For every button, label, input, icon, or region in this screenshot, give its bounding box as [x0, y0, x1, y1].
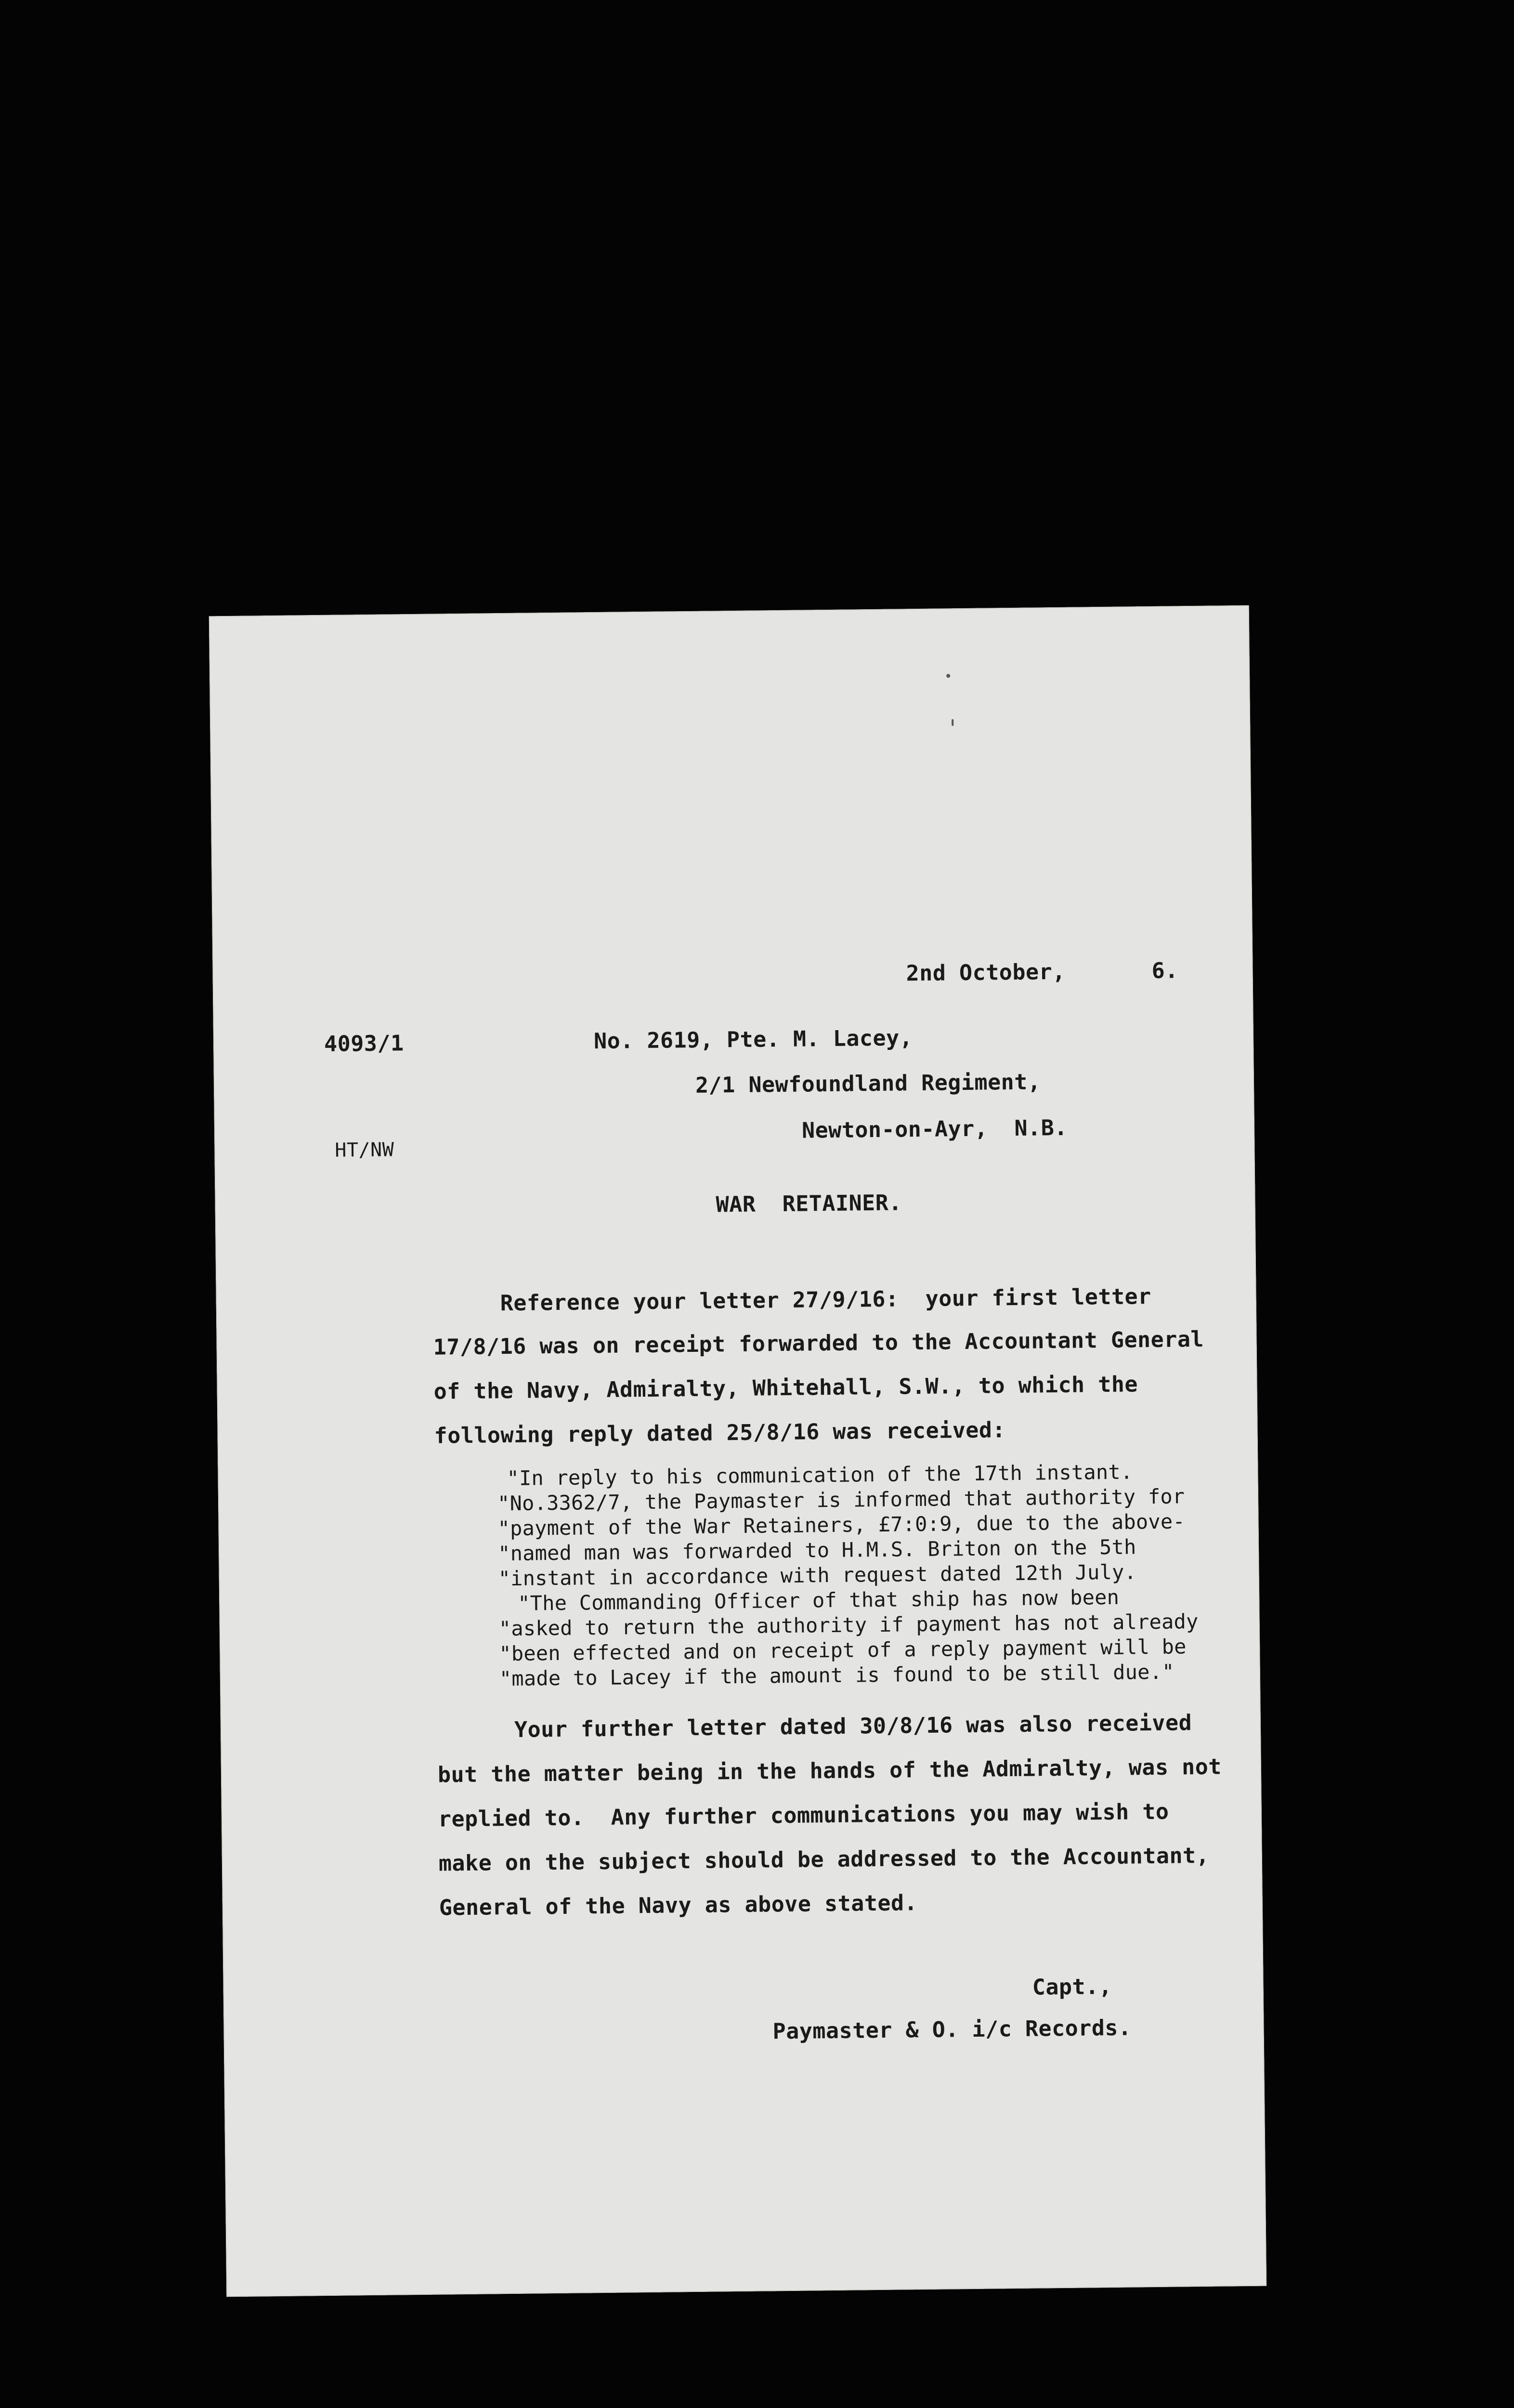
body-p1-line-2: 17/8/16 was on receipt forwarded to the Accountant General — [433, 1326, 1204, 1360]
addressee-line-1: No. 2619, Pte. M. Lacey, — [593, 1025, 913, 1054]
body-p1-line-1: Reference your letter 27/9/16: your first letter — [500, 1283, 1151, 1316]
body-p1-line-3: of the Navy, Admiralty, Whitehall, S.W., to which the — [433, 1371, 1138, 1404]
signature-rank: Capt., — [1032, 1973, 1112, 2000]
paper-speck — [952, 719, 953, 726]
addressee-line-3: Newton-on-Ayr, N.B. — [801, 1114, 1068, 1143]
letter-date: 2nd October, — [906, 958, 1066, 986]
quote-line-2: "No.3362/7, the Paymaster is informed that authority for — [497, 1484, 1185, 1516]
body-p2-line-2: but the matter being in the hands of the Admiralty, was not — [437, 1754, 1222, 1788]
addressee-line-2: 2/1 Newfoundland Regiment, — [695, 1069, 1041, 1098]
quote-line-6: "The Commanding Officer of that ship has now been — [518, 1585, 1120, 1615]
quote-line-3: "payment of the War Retainers, £7:0:9, due to the above- — [497, 1509, 1186, 1541]
file-reference: 4093/1 — [324, 1030, 404, 1057]
typist-initials: HT/NW — [335, 1139, 394, 1162]
quote-line-9: "made to Lacey if the amount is found to be still due." — [499, 1660, 1175, 1691]
body-p1-line-4: following reply dated 25/8/16 was received: — [434, 1417, 1006, 1449]
quote-line-7: "asked to return the authority if payment has not already — [498, 1610, 1199, 1641]
body-p2-line-4: make on the subject should be addressed to the Accountant, — [438, 1842, 1210, 1876]
signature-title: Paymaster & O. i/c Records. — [772, 2015, 1132, 2044]
letter-year: 6. — [1151, 957, 1179, 983]
quote-line-5: "instant in accordance with request dated 12th July. — [498, 1560, 1137, 1591]
quote-line-8: "been effected and on receipt of a reply payment will be — [499, 1635, 1187, 1666]
letter-page — [209, 605, 1266, 2297]
body-p2-line-1: Your further letter dated 30/8/16 was also received — [514, 1710, 1192, 1742]
letter-subject: WAR RETAINER. — [716, 1190, 902, 1217]
paper-speck — [946, 674, 950, 678]
body-p2-line-5: General of the Navy as above stated. — [439, 1890, 918, 1921]
body-p2-line-3: replied to. Any further communications you may wish to — [438, 1798, 1169, 1832]
quote-line-1: "In reply to his communication of the 17th instant. — [507, 1460, 1133, 1491]
quote-line-4: "named man was forwarded to H.M.S. Briton on the 5th — [497, 1535, 1136, 1566]
